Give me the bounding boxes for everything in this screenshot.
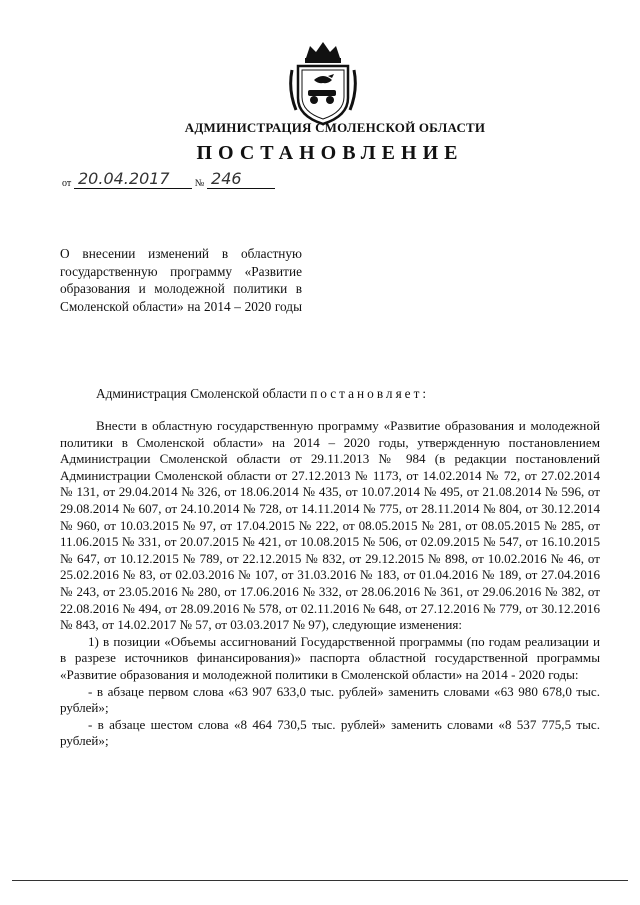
paragraph-item-1: 1) в позиции «Объемы ассигнований Государственной программы (по годам реализации и в разрезе источников финансирования)» паспорта областной государственной программы «Развитие образования и молодежной политики в Смоленской области» на 2014 - 2020 годы: [60,633,600,682]
document-body [60,418,600,750]
subject-text: О внесении изменений в областную государственную программу «Развитие образования и молодежной политики в Смоленской области» на 2014 – 2020 годы [60,246,302,314]
preamble-decree: постановляет: [310,386,430,401]
number-label: № [194,178,205,189]
preamble-lead: Администрация Смоленской области [96,386,311,401]
paragraph-change-2: - в абзаце шестом слова «8 464 730,5 тыс. рублей» заменить словами «8 537 775,5 тыс. рублей»; [60,716,600,749]
document-date: 20.04.2017 [74,170,192,189]
organization-title: АДМИНИСТРАЦИЯ СМОЛЕНСКОЙ ОБЛАСТИ [184,120,486,135]
paragraph-main: Внести в областную государственную программу «Развитие образования и молодежной политики в Смоленской области» на 2014 – 2020 годы, утвержденную постановлением Администрации Смоленской области от 29.11.2013 № 984 (в редакции постановлений Администрации Смоленской области от 27.12.2013 № 1173, от 14.02.2014 № 72, от 27.02.2014 № 131, от 29.04.2014 № 326, от 18.06.2014 № 435, от 10.07.2014 № 495, от 21.08.2014 № 596, от 29.08.2014 № 607, от 24.10.2014 № 728, от 14.11.2014 № 775, от 28.11.2014 № 804, от 30.12.2014 № 960, от 10.03.2015 № 97, от 17.04.2015 № 222, от 08.05.2015 № 281, от 08.05.2015 № 285, от 11.06.2015 № 331, от 20.07.2015 № 421, от 10.08.2015 № 506, от 02.09.2015 № 547, от 16.10.2015 № 647, от 10.12.2015 № 789, от 22.12.2015 № 832, от 29.12.2015 № 898, от 10.02.2016 № 46, от 25.02.2016 № 83, от 02.03.2016 № 107, от 31.03.2016 № 183, от 01.04.2016 № 189, от 27.04.2016 № 243, от 23.05.2016 № 280, от 17.06.2016 № 332, от 28.06.2016 № 361, от 29.06.2016 № 382, от 22.08.2016 № 494, от 28.09.2016 № 578, от 02.11.2016 № 648, от 27.12.2016 № 779, от 30.12.2016 № 843, от 14.02.2017 № 57, от 03.03.2017 № 97), следующие изменения: [60,418,600,633]
document-number: 246 [207,170,275,189]
document-subject [60,245,302,315]
document-type-heading: ПОСТАНОВЛЕНИЕ [196,142,464,164]
preamble [96,386,429,402]
smolensk-coat-of-arms-icon [288,40,358,126]
dateline [62,170,275,192]
paragraph-change-1: - в абзаце первом слова «63 907 633,0 тыс. рублей» заменить словами «63 980 678,0 тыс. рублей»; [60,683,600,716]
page-bottom-rule [12,880,628,881]
date-from-label: от [62,178,72,189]
